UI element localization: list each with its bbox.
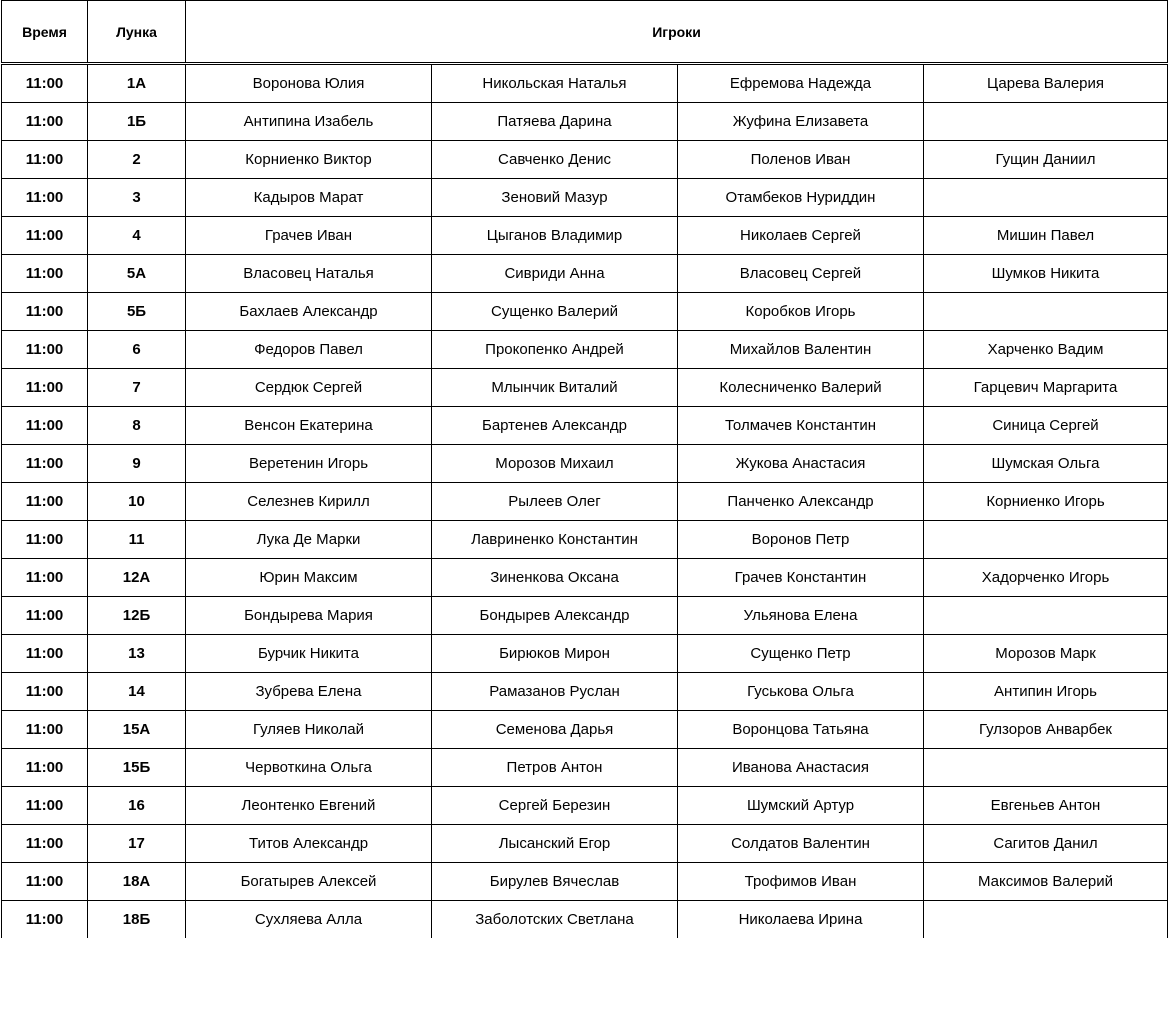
hole-cell: 11 xyxy=(88,521,186,559)
table-row xyxy=(2,141,1168,179)
player-cell: Евгеньев Антон xyxy=(924,787,1168,825)
hole-cell: 12А xyxy=(88,559,186,597)
player-cell xyxy=(924,749,1168,787)
player-cell: Колесниченко Валерий xyxy=(678,369,924,407)
player-cell: Гарцевич Маргарита xyxy=(924,369,1168,407)
time-cell: 11:00 xyxy=(2,521,88,559)
hole-cell: 18Б xyxy=(88,901,186,939)
hole-cell: 16 xyxy=(88,787,186,825)
player-cell: Михайлов Валентин xyxy=(678,331,924,369)
table-row xyxy=(2,597,1168,635)
player-cell: Сущенко Петр xyxy=(678,635,924,673)
player-cell: Шумская Ольга xyxy=(924,445,1168,483)
table-row xyxy=(2,217,1168,255)
player-cell: Федоров Павел xyxy=(186,331,432,369)
player-cell: Отамбеков Нуриддин xyxy=(678,179,924,217)
table-row xyxy=(2,407,1168,445)
time-cell: 11:00 xyxy=(2,673,88,711)
player-cell: Жукова Анастасия xyxy=(678,445,924,483)
table-row xyxy=(2,179,1168,217)
player-cell: Царева Валерия xyxy=(924,64,1168,103)
player-cell xyxy=(924,103,1168,141)
table-body xyxy=(2,64,1168,939)
player-cell: Сагитов Данил xyxy=(924,825,1168,863)
player-cell: Бахлаев Александр xyxy=(186,293,432,331)
player-cell: Сергей Березин xyxy=(432,787,678,825)
player-cell: Никольская Наталья xyxy=(432,64,678,103)
time-cell: 11:00 xyxy=(2,293,88,331)
time-cell: 11:00 xyxy=(2,749,88,787)
player-cell: Бондырев Александр xyxy=(432,597,678,635)
player-cell xyxy=(924,901,1168,939)
player-cell: Гущин Даниил xyxy=(924,141,1168,179)
time-cell: 11:00 xyxy=(2,141,88,179)
player-cell: Гуськова Ольга xyxy=(678,673,924,711)
time-cell: 11:00 xyxy=(2,483,88,521)
player-cell: Ульянова Елена xyxy=(678,597,924,635)
time-cell: 11:00 xyxy=(2,64,88,103)
table-row xyxy=(2,103,1168,141)
player-cell: Николаева Ирина xyxy=(678,901,924,939)
player-cell: Иванова Анастасия xyxy=(678,749,924,787)
table-row xyxy=(2,559,1168,597)
header-row xyxy=(2,1,1168,64)
hole-cell: 10 xyxy=(88,483,186,521)
player-cell: Бирулев Вячеслав xyxy=(432,863,678,901)
player-cell: Леонтенко Евгений xyxy=(186,787,432,825)
player-cell: Савченко Денис xyxy=(432,141,678,179)
player-cell: Зиненкова Оксана xyxy=(432,559,678,597)
table-row xyxy=(2,293,1168,331)
player-cell: Селезнев Кирилл xyxy=(186,483,432,521)
player-cell: Харченко Вадим xyxy=(924,331,1168,369)
player-cell: Гуляев Николай xyxy=(186,711,432,749)
player-cell: Коробков Игорь xyxy=(678,293,924,331)
player-cell: Сухляева Алла xyxy=(186,901,432,939)
player-cell: Антипин Игорь xyxy=(924,673,1168,711)
hole-cell: 9 xyxy=(88,445,186,483)
hole-cell: 12Б xyxy=(88,597,186,635)
player-cell: Антипина Изабель xyxy=(186,103,432,141)
player-cell: Грачев Константин xyxy=(678,559,924,597)
player-cell: Веретенин Игорь xyxy=(186,445,432,483)
table-row xyxy=(2,787,1168,825)
player-cell: Толмачев Константин xyxy=(678,407,924,445)
hole-cell: 4 xyxy=(88,217,186,255)
player-cell: Поленов Иван xyxy=(678,141,924,179)
player-cell: Воронова Юлия xyxy=(186,64,432,103)
header-time: Время xyxy=(2,1,88,64)
table-row xyxy=(2,445,1168,483)
hole-cell: 13 xyxy=(88,635,186,673)
player-cell xyxy=(924,179,1168,217)
player-cell: Лавриненко Константин xyxy=(432,521,678,559)
player-cell: Сивриди Анна xyxy=(432,255,678,293)
player-cell: Жуфина Елизавета xyxy=(678,103,924,141)
hole-cell: 17 xyxy=(88,825,186,863)
table-row xyxy=(2,673,1168,711)
table-row xyxy=(2,483,1168,521)
table-row xyxy=(2,635,1168,673)
hole-cell: 5Б xyxy=(88,293,186,331)
time-cell: 11:00 xyxy=(2,901,88,939)
time-cell: 11:00 xyxy=(2,179,88,217)
player-cell: Лысанский Егор xyxy=(432,825,678,863)
player-cell xyxy=(924,597,1168,635)
time-cell: 11:00 xyxy=(2,103,88,141)
player-cell: Воронов Петр xyxy=(678,521,924,559)
player-cell: Зеновий Мазур xyxy=(432,179,678,217)
hole-cell: 1А xyxy=(88,64,186,103)
player-cell: Заболотских Светлана xyxy=(432,901,678,939)
player-cell: Николаев Сергей xyxy=(678,217,924,255)
player-cell: Петров Антон xyxy=(432,749,678,787)
player-cell: Сущенко Валерий xyxy=(432,293,678,331)
player-cell: Бирюков Мирон xyxy=(432,635,678,673)
player-cell: Морозов Марк xyxy=(924,635,1168,673)
player-cell: Рамазанов Руслан xyxy=(432,673,678,711)
player-cell: Солдатов Валентин xyxy=(678,825,924,863)
time-cell: 11:00 xyxy=(2,331,88,369)
time-cell: 11:00 xyxy=(2,369,88,407)
player-cell: Воронцова Татьяна xyxy=(678,711,924,749)
hole-cell: 15Б xyxy=(88,749,186,787)
time-cell: 11:00 xyxy=(2,825,88,863)
player-cell: Сердюк Сергей xyxy=(186,369,432,407)
tee-time-table xyxy=(1,0,1168,938)
table-row xyxy=(2,863,1168,901)
player-cell: Власовец Наталья xyxy=(186,255,432,293)
player-cell: Синица Сергей xyxy=(924,407,1168,445)
time-cell: 11:00 xyxy=(2,863,88,901)
player-cell: Ефремова Надежда xyxy=(678,64,924,103)
player-cell: Титов Александр xyxy=(186,825,432,863)
player-cell: Лука Де Марки xyxy=(186,521,432,559)
player-cell: Грачев Иван xyxy=(186,217,432,255)
time-cell: 11:00 xyxy=(2,711,88,749)
player-cell: Рылеев Олег xyxy=(432,483,678,521)
player-cell: Бартенев Александр xyxy=(432,407,678,445)
hole-cell: 6 xyxy=(88,331,186,369)
player-cell: Патяева Дарина xyxy=(432,103,678,141)
header-players: Игроки xyxy=(186,1,1168,64)
time-cell: 11:00 xyxy=(2,255,88,293)
player-cell: Богатырев Алексей xyxy=(186,863,432,901)
player-cell xyxy=(924,521,1168,559)
time-cell: 11:00 xyxy=(2,407,88,445)
hole-cell: 1Б xyxy=(88,103,186,141)
player-cell: Власовец Сергей xyxy=(678,255,924,293)
player-cell: Корниенко Виктор xyxy=(186,141,432,179)
table-row xyxy=(2,825,1168,863)
player-cell: Максимов Валерий xyxy=(924,863,1168,901)
player-cell: Панченко Александр xyxy=(678,483,924,521)
hole-cell: 8 xyxy=(88,407,186,445)
player-cell: Гулзоров Анварбек xyxy=(924,711,1168,749)
player-cell: Юрин Максим xyxy=(186,559,432,597)
hole-cell: 7 xyxy=(88,369,186,407)
hole-cell: 15А xyxy=(88,711,186,749)
player-cell: Червоткина Ольга xyxy=(186,749,432,787)
hole-cell: 5А xyxy=(88,255,186,293)
player-cell: Шумков Никита xyxy=(924,255,1168,293)
player-cell: Морозов Михаил xyxy=(432,445,678,483)
table-row xyxy=(2,901,1168,939)
table-row xyxy=(2,521,1168,559)
player-cell xyxy=(924,293,1168,331)
hole-cell: 2 xyxy=(88,141,186,179)
hole-cell: 14 xyxy=(88,673,186,711)
time-cell: 11:00 xyxy=(2,559,88,597)
player-cell: Шумский Артур xyxy=(678,787,924,825)
hole-cell: 18А xyxy=(88,863,186,901)
player-cell: Кадыров Марат xyxy=(186,179,432,217)
time-cell: 11:00 xyxy=(2,635,88,673)
time-cell: 11:00 xyxy=(2,445,88,483)
time-cell: 11:00 xyxy=(2,217,88,255)
player-cell: Мишин Павел xyxy=(924,217,1168,255)
time-cell: 11:00 xyxy=(2,597,88,635)
player-cell: Венсон Екатерина xyxy=(186,407,432,445)
table-row xyxy=(2,749,1168,787)
hole-cell: 3 xyxy=(88,179,186,217)
player-cell: Корниенко Игорь xyxy=(924,483,1168,521)
table-row xyxy=(2,331,1168,369)
table-row xyxy=(2,369,1168,407)
table-row xyxy=(2,255,1168,293)
player-cell: Прокопенко Андрей xyxy=(432,331,678,369)
player-cell: Цыганов Владимир xyxy=(432,217,678,255)
player-cell: Трофимов Иван xyxy=(678,863,924,901)
player-cell: Зубрева Елена xyxy=(186,673,432,711)
player-cell: Хадорченко Игорь xyxy=(924,559,1168,597)
player-cell: Бурчик Никита xyxy=(186,635,432,673)
table-row xyxy=(2,64,1168,103)
player-cell: Семенова Дарья xyxy=(432,711,678,749)
player-cell: Млынчик Виталий xyxy=(432,369,678,407)
time-cell: 11:00 xyxy=(2,787,88,825)
player-cell: Бондырева Мария xyxy=(186,597,432,635)
header-hole: Лунка xyxy=(88,1,186,64)
table-row xyxy=(2,711,1168,749)
